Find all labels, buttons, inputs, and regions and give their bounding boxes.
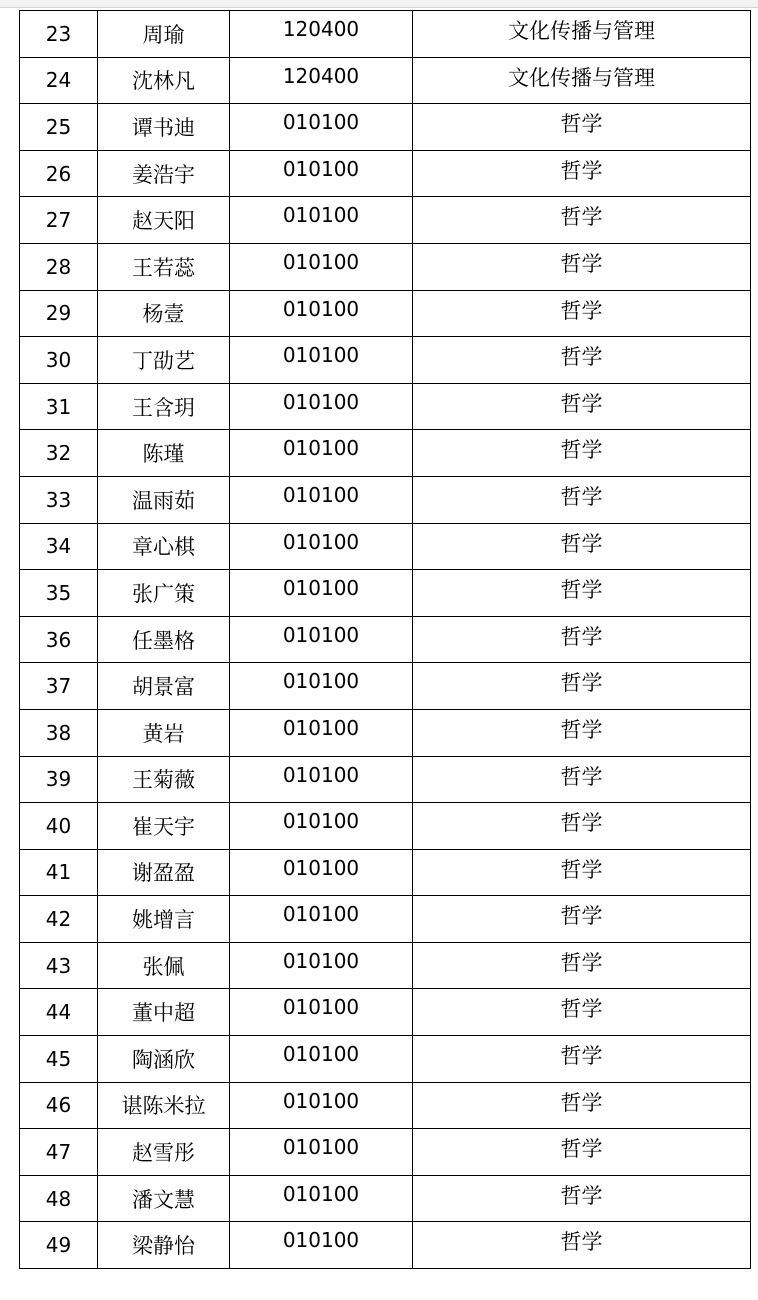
major-code-cell: 010100: [230, 1175, 413, 1222]
student-name-cell: 谢盈盈: [98, 849, 230, 896]
major-code-cell: 010100: [230, 663, 413, 710]
major-code-cell: 010100: [230, 1036, 413, 1083]
major-name-cell: 哲学: [413, 616, 751, 663]
table-row: [20, 243, 751, 290]
table-row: [20, 104, 751, 151]
row-number-cell: 34: [20, 523, 98, 570]
row-number-cell: 39: [20, 756, 98, 803]
student-name-cell: 陶涵欣: [98, 1036, 230, 1083]
major-code-cell: 010100: [230, 570, 413, 617]
row-number-cell: 41: [20, 849, 98, 896]
row-number-cell: 23: [20, 11, 98, 58]
major-code-cell: 010100: [230, 616, 413, 663]
student-name-cell: 王菊薇: [98, 756, 230, 803]
major-name-cell: 哲学: [413, 243, 751, 290]
major-name-cell: 哲学: [413, 104, 751, 151]
table-row: [20, 616, 751, 663]
table-row: [20, 849, 751, 896]
student-name-cell: 杨壹: [98, 290, 230, 337]
row-number-cell: 40: [20, 803, 98, 850]
student-name-cell: 王若蕊: [98, 243, 230, 290]
major-name-cell: 哲学: [413, 523, 751, 570]
student-table: [19, 10, 751, 1269]
major-name-cell: 哲学: [413, 849, 751, 896]
table-row: [20, 570, 751, 617]
major-name-cell: 哲学: [413, 756, 751, 803]
row-number-cell: 35: [20, 570, 98, 617]
row-number-cell: 27: [20, 197, 98, 244]
major-name-cell: 哲学: [413, 896, 751, 943]
row-number-cell: 31: [20, 383, 98, 430]
major-code-cell: 120400: [230, 11, 413, 58]
student-name-cell: 陈瑾: [98, 430, 230, 477]
row-number-cell: 28: [20, 243, 98, 290]
student-name-cell: 赵天阳: [98, 197, 230, 244]
page-top-edge: [0, 0, 758, 8]
table-row: [20, 383, 751, 430]
row-number-cell: 47: [20, 1129, 98, 1176]
table-row: [20, 523, 751, 570]
student-name-cell: 姚增言: [98, 896, 230, 943]
major-name-cell: 哲学: [413, 1175, 751, 1222]
row-number-cell: 37: [20, 663, 98, 710]
row-number-cell: 25: [20, 104, 98, 151]
major-code-cell: 010100: [230, 523, 413, 570]
student-name-cell: 梁静怡: [98, 1222, 230, 1269]
major-name-cell: 哲学: [413, 1222, 751, 1269]
row-number-cell: 46: [20, 1082, 98, 1129]
table-row: [20, 57, 751, 104]
row-number-cell: 24: [20, 57, 98, 104]
table-row: [20, 1175, 751, 1222]
major-code-cell: 010100: [230, 430, 413, 477]
student-name-cell: 姜浩宇: [98, 150, 230, 197]
major-code-cell: 010100: [230, 989, 413, 1036]
major-code-cell: 120400: [230, 57, 413, 104]
table-row: [20, 709, 751, 756]
table-row: [20, 197, 751, 244]
table-row: [20, 11, 751, 58]
major-code-cell: 010100: [230, 849, 413, 896]
table-row: [20, 150, 751, 197]
row-number-cell: 42: [20, 896, 98, 943]
student-name-cell: 温雨茹: [98, 476, 230, 523]
table-row: [20, 803, 751, 850]
row-number-cell: 29: [20, 290, 98, 337]
major-code-cell: 010100: [230, 243, 413, 290]
row-number-cell: 30: [20, 337, 98, 384]
major-code-cell: 010100: [230, 150, 413, 197]
table-row: [20, 1129, 751, 1176]
major-name-cell: 哲学: [413, 709, 751, 756]
student-name-cell: 周瑜: [98, 11, 230, 58]
major-code-cell: 010100: [230, 337, 413, 384]
table-row: [20, 1082, 751, 1129]
student-name-cell: 任墨格: [98, 616, 230, 663]
major-code-cell: 010100: [230, 942, 413, 989]
major-name-cell: 哲学: [413, 476, 751, 523]
major-code-cell: 010100: [230, 476, 413, 523]
major-name-cell: 哲学: [413, 803, 751, 850]
major-name-cell: 文化传播与管理: [413, 11, 751, 58]
row-number-cell: 44: [20, 989, 98, 1036]
table-row: [20, 896, 751, 943]
major-name-cell: 哲学: [413, 290, 751, 337]
major-name-cell: 文化传播与管理: [413, 57, 751, 104]
major-name-cell: 哲学: [413, 942, 751, 989]
table-row: [20, 430, 751, 477]
student-name-cell: 章心棋: [98, 523, 230, 570]
major-name-cell: 哲学: [413, 1129, 751, 1176]
table-row: [20, 1036, 751, 1083]
major-name-cell: 哲学: [413, 1036, 751, 1083]
row-number-cell: 48: [20, 1175, 98, 1222]
row-number-cell: 33: [20, 476, 98, 523]
table-row: [20, 337, 751, 384]
major-name-cell: 哲学: [413, 430, 751, 477]
row-number-cell: 32: [20, 430, 98, 477]
table-row: [20, 989, 751, 1036]
row-number-cell: 49: [20, 1222, 98, 1269]
student-name-cell: 黄岩: [98, 709, 230, 756]
row-number-cell: 38: [20, 709, 98, 756]
student-name-cell: 沈林凡: [98, 57, 230, 104]
major-name-cell: 哲学: [413, 383, 751, 430]
row-number-cell: 26: [20, 150, 98, 197]
table-body: [20, 11, 751, 1269]
row-number-cell: 43: [20, 942, 98, 989]
table-row: [20, 476, 751, 523]
table-row: [20, 290, 751, 337]
student-name-cell: 张佩: [98, 942, 230, 989]
student-name-cell: 张广策: [98, 570, 230, 617]
student-name-cell: 崔天宇: [98, 803, 230, 850]
row-number-cell: 45: [20, 1036, 98, 1083]
major-code-cell: 010100: [230, 1082, 413, 1129]
major-code-cell: 010100: [230, 383, 413, 430]
table-row: [20, 942, 751, 989]
student-name-cell: 胡景富: [98, 663, 230, 710]
major-code-cell: 010100: [230, 1222, 413, 1269]
table-row: [20, 756, 751, 803]
major-code-cell: 010100: [230, 709, 413, 756]
major-name-cell: 哲学: [413, 989, 751, 1036]
student-name-cell: 谭书迪: [98, 104, 230, 151]
major-name-cell: 哲学: [413, 150, 751, 197]
table-row: [20, 1222, 751, 1269]
major-name-cell: 哲学: [413, 663, 751, 710]
student-name-cell: 王含玥: [98, 383, 230, 430]
student-name-cell: 潘文慧: [98, 1175, 230, 1222]
major-code-cell: 010100: [230, 1129, 413, 1176]
major-name-cell: 哲学: [413, 197, 751, 244]
major-name-cell: 哲学: [413, 337, 751, 384]
major-name-cell: 哲学: [413, 570, 751, 617]
student-name-cell: 丁劭艺: [98, 337, 230, 384]
student-name-cell: 赵雪彤: [98, 1129, 230, 1176]
major-code-cell: 010100: [230, 756, 413, 803]
table-row: [20, 663, 751, 710]
student-name-cell: 谌陈米拉: [98, 1082, 230, 1129]
row-number-cell: 36: [20, 616, 98, 663]
student-name-cell: 董中超: [98, 989, 230, 1036]
major-code-cell: 010100: [230, 104, 413, 151]
major-code-cell: 010100: [230, 803, 413, 850]
student-table-container: [19, 10, 750, 1269]
major-code-cell: 010100: [230, 896, 413, 943]
major-code-cell: 010100: [230, 290, 413, 337]
major-name-cell: 哲学: [413, 1082, 751, 1129]
major-code-cell: 010100: [230, 197, 413, 244]
